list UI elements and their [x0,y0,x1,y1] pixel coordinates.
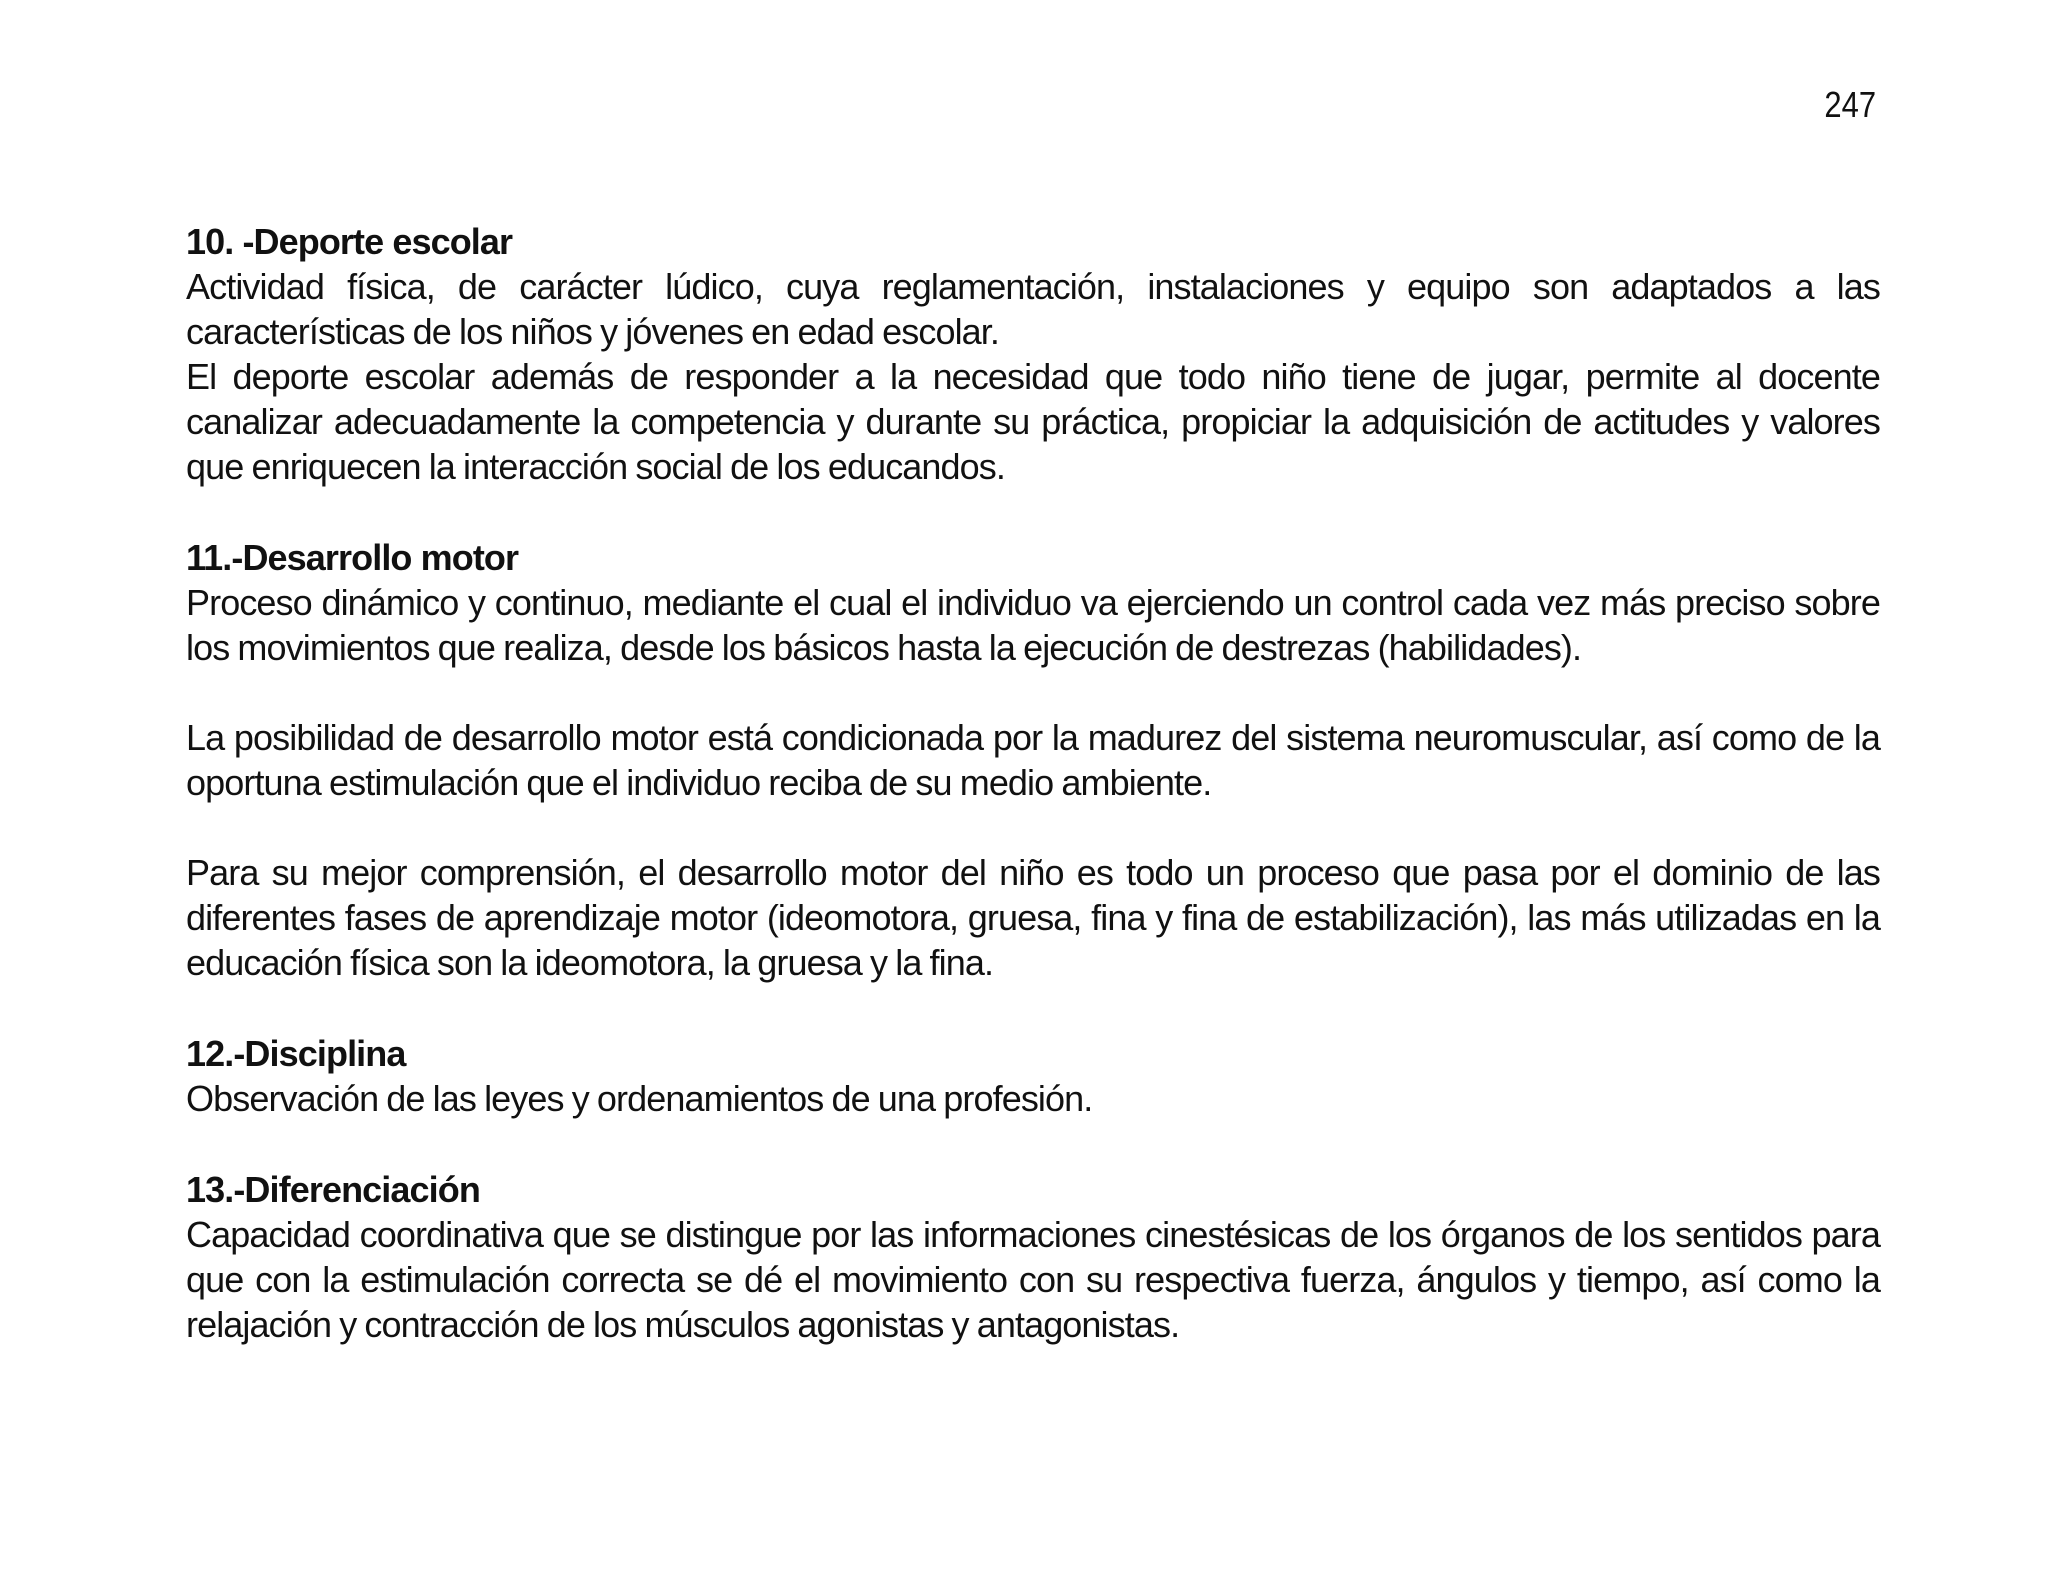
section-title: 11.-Desarrollo motor [186,537,519,578]
paragraph: Proceso dinámico y continuo, mediante el cual el individuo va ejerciendo un control cada vez más preciso sobre los movimientos que realiza, desde los básicos hasta la ejecución de destrezas (habilidades). [186,582,1880,668]
paragraph: Capacidad coordinativa que se distingue por las informaciones cinestésicas de los órganos de los sentidos para que con la estimulación correcta se dé el movimiento con su respectiva fuerza, ángulos y tiempo, así como la relajación y contracción de los músculos agonistas y antagonistas. [186,1214,1880,1345]
document-body [186,219,1880,1393]
paragraph: Para su mejor comprensión, el desarrollo motor del niño es todo un proceso que pasa por el dominio de las diferentes fases de aprendizaje motor (ideomotora, gruesa, fina y fina de estabilización), las más utilizadas en la educación física son la ideomotora, la gruesa y la fina. [186,852,1880,983]
paragraph: Actividad física, de carácter lúdico, cuya reglamentación, instalaciones y equipo son adaptados a las características de los niños y jóvenes en edad escolar. [186,266,1880,352]
section-title: 10. -Deporte escolar [186,221,513,262]
paragraph: El deporte escolar además de responder a la necesidad que todo niño tiene de jugar, permite al docente canalizar adecuadamente la competencia y durante su práctica, propiciar la adquisición de actitudes y valores que enriquecen la interacción social de los educandos. [186,356,1880,487]
section-deporte-escolar [186,219,1880,489]
section-disciplina [186,1031,1880,1121]
page-number: 247 [1824,84,1876,125]
section-diferenciacion [186,1167,1880,1347]
paragraph: La posibilidad de desarrollo motor está condicionada por la madurez del sistema neuromuscular, así como de la oportuna estimulación que el individuo reciba de su medio ambiente. [186,717,1880,803]
paragraph: Observación de las leyes y ordenamientos de una profesión. [186,1078,1093,1119]
section-desarrollo-motor [186,535,1880,985]
section-title: 13.-Diferenciación [186,1169,480,1210]
section-title: 12.-Disciplina [186,1033,406,1074]
